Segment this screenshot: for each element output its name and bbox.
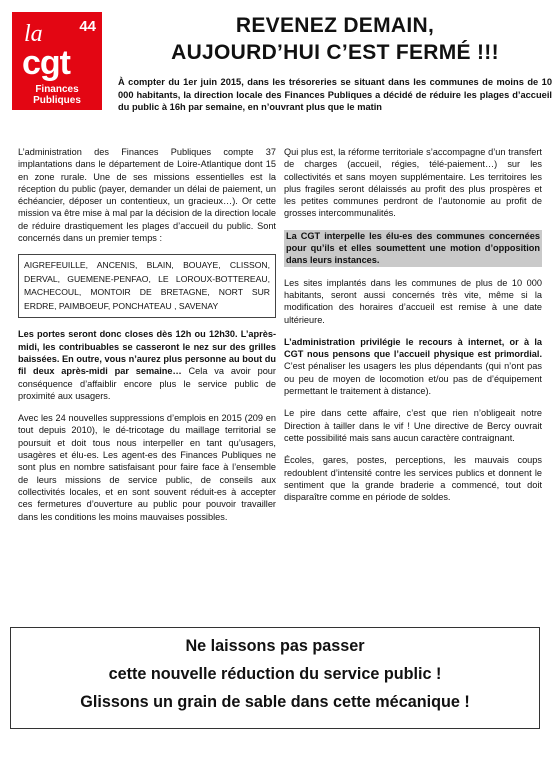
title-line1: REVENEZ DEMAIN,	[235, 14, 435, 37]
left-paragraph-3: Avec les 24 nouvelles suppressions d’emplois en 2015 (209 en tout depuis 2010), le dé-tricotage du maillage territorial se poursuit et doit tous nous interpeller en tant qu’usagers, usagères et élu-es. Les agent-es des Finances Publiques ne sont plus en nombre satisfaisant pour faire face à l’ensemble de leurs missions de service public, de conseils aux collectivités locales, et en sont souvent réduit-es à accepter ces fermetures d’ouverture au public pour pouvoir travailler dans les conditions les moins mauvaises possibles.	[18, 413, 276, 522]
right-paragraph-3	[284, 336, 542, 397]
page-title	[118, 12, 552, 66]
logo-caption-line1: Finances	[35, 84, 79, 95]
intro-paragraph: À compter du 1er juin 2015, dans les trésoreries se situant dans les communes de moins de 10 000 habitants, la direction locale des Finances Publiques a décidé de réduire les plages d’accueil du public à 16h par semaine, en n’ouvrant plus que le matin	[118, 77, 552, 113]
footer-box	[10, 627, 540, 729]
right-paragraph-3-bold: L’administration privilégie le recours à internet, or à la CGT nous pensons que l’accueil physique est primordial.	[284, 336, 542, 360]
left-paragraph-1: L’administration des Finances Publiques compte 37 implantations dans le département de Loire-Atlantique dont 15 en zone rurale. Une de ses missions essentielles est la réception du public (payer, demander un délai de paiement, un échéancier, déposer un contentieux, un gracieux…). Or cette mission va être mise à mal par la décision de la direction locale de réduire drastiquement les plages d’accueil du public. Sont concernés dans un premier temps :	[18, 147, 276, 244]
left-paragraph-2-rest: Cela va avoir pour conséquence d’affaiblir encore plus le service public de proximité aux usagers.	[18, 366, 276, 401]
right-column	[284, 146, 542, 513]
logo-caption	[12, 84, 102, 106]
right-paragraph-4: Le pire dans cette affaire, c’est que rien n’obligeait notre Direction à tailler dans le vif ! Une directive de Bercy ouvrait cette possibilité mais sans aucun caractère contraignant.	[284, 408, 542, 443]
logo-la: la	[24, 21, 43, 47]
footer-line2: cette nouvelle réduction du service public !	[108, 665, 442, 683]
logo-caption-line2: Publiques	[33, 95, 81, 106]
left-column	[18, 146, 276, 533]
highlight-callout: La CGT interpelle les élu-es des communes concernées pour qu’ils et elles soumettent une motion d’opposition dans leurs instances.	[286, 230, 540, 266]
footer-line1: Ne laissons pas passer	[185, 637, 365, 655]
logo-cgt: cgt	[22, 44, 70, 82]
footer-line3: Glissons un grain de sable dans cette mécanique !	[80, 693, 470, 711]
cgt-logo	[12, 12, 102, 110]
right-paragraph-2: Les sites implantés dans les communes de plus de 10 000 habitants, seront aussi concernés très vite, même si la modification des horaires d’accueil est remise à une date ultérieure.	[284, 277, 542, 325]
right-paragraph-5: Écoles, gares, postes, perceptions, les mauvais coups redoublent d’intensité contre les services publics et donnent le sentiment que la grande braderie a commencé, tout doit disparaître comme en période de soldes.	[284, 455, 542, 503]
right-paragraph-3-rest: C’est pénaliser les usagers les plus dépendants (qui n’ont pas ou peu de moyen de locomotion et/ou pas de d’équipement permettant le traitement à distance).	[284, 361, 542, 397]
logo-number: 44	[79, 18, 96, 35]
title-line2: AUJOURD’HUI C’EST FERMÉ !!!	[171, 41, 499, 64]
left-paragraph-2-bold: Les portes seront donc closes dès 12h ou 12h30. L’après-midi, les contribuables se casseront le nez sur des grilles baissées. En outre, vous n’aurez plus personne au bout du fil deux après-midi par semaine…	[18, 329, 276, 377]
towns-box: AIGREFEUILLE, ANCENIS, BLAIN, BOUAYE, CLISSON, DERVAL, GUEMENE-PENFAO, LE LOROUX-BOTTEREAU, MACHECOUL, MONTOIR DE BRETAGNE, NORT SUR ERDRE, PAIMBOEUF, PONCHATEAU , SAVENAY	[18, 254, 276, 318]
right-paragraph-1: Qui plus est, la réforme territoriale s’accompagne d’un transfert de charges (accueil, régies, télé-paiement…) sur les collectivités et sans moyen supplémentaire. Les territoires les plus fragiles seront délaissés au profit des plus prospères et les petites communes perdront de l’autonomie au profit de grosses intercommunalités.	[284, 147, 542, 219]
left-paragraph-2	[18, 328, 276, 402]
